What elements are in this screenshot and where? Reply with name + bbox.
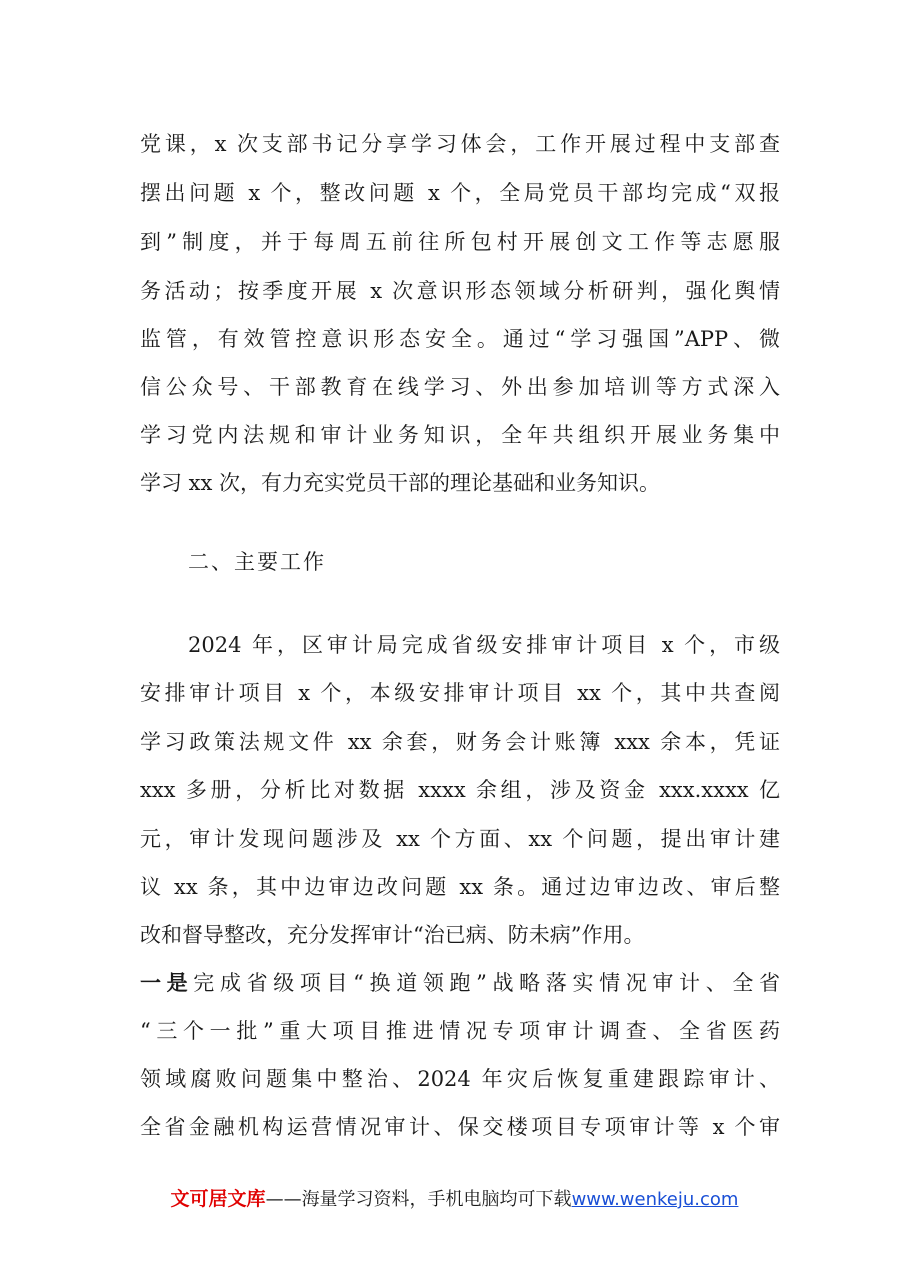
footer-banner	[0, 1184, 909, 1211]
paragraph-line: 领域腐败问题集中整治、2024 年灾后恢复重建跟踪审计、	[140, 1067, 780, 1091]
paragraph-line: 信公众号、干部教育在线学习、外出参加培训等方式深入	[140, 375, 780, 399]
paragraph-line	[140, 970, 780, 996]
paragraph-line: 监管，有效管控意识形态安全。通过“学习强国”APP、微	[140, 327, 780, 351]
paragraph-line: 2024 年，区审计局完成省级安排审计项目 x 个，市级	[188, 633, 780, 657]
emphasis-label: 一是	[140, 971, 194, 995]
paragraph-line: 到”制度，并于每周五前往所包村开展创文工作等志愿服	[140, 230, 780, 254]
website-link[interactable]: www.wenkeju.com	[571, 1189, 739, 1210]
paragraph-text: 完成省级项目“换道领跑”战略落实情况审计、全省	[193, 971, 780, 995]
brand-name: 文可居文库	[170, 1188, 266, 1210]
paragraph-line: 摆出问题 x 个，整改问题 x 个，全局党员干部均完成“双报	[140, 181, 780, 205]
paragraph-line: 学习 xx 次，有力充实党员干部的理论基础和业务知识。	[140, 471, 661, 495]
footer-slogan: ——海量学习资料，手机电脑均可下载	[265, 1189, 572, 1210]
paragraph-line: 全省金融机构运营情况审计、保交楼项目专项审计等 x 个审	[140, 1115, 780, 1139]
paragraph-line: 元，审计发现问题涉及 xx 个方面、xx 个问题，提出审计建	[140, 827, 780, 851]
paragraph-line: 党课，x 次支部书记分享学习体会，工作开展过程中支部查	[140, 132, 780, 156]
section-heading: 二、主要工作	[188, 550, 326, 574]
paragraph-line: 务活动；按季度开展 x 次意识形态领域分析研判，强化舆情	[140, 279, 780, 303]
paragraph-line: 学习政策法规文件 xx 余套，财务会计账簿 xxx 余本，凭证	[140, 730, 780, 754]
paragraph-line: 议 xx 条，其中边审边改问题 xx 条。通过边审边改、审后整	[140, 875, 780, 899]
paragraph-line: xxx 多册，分析比对数据 xxxx 余组，涉及资金 xxx.xxxx 亿	[140, 778, 780, 802]
paragraph-line: 安排审计项目 x 个，本级安排审计项目 xx 个，其中共查阅	[140, 681, 780, 705]
paragraph-line: 学习党内法规和审计业务知识，全年共组织开展业务集中	[140, 423, 780, 447]
paragraph-line: “三个一批”重大项目推进情况专项审计调查、全省医药	[140, 1019, 780, 1043]
paragraph-line: 改和督导整改，充分发挥审计“治已病、防未病”作用。	[140, 923, 645, 947]
